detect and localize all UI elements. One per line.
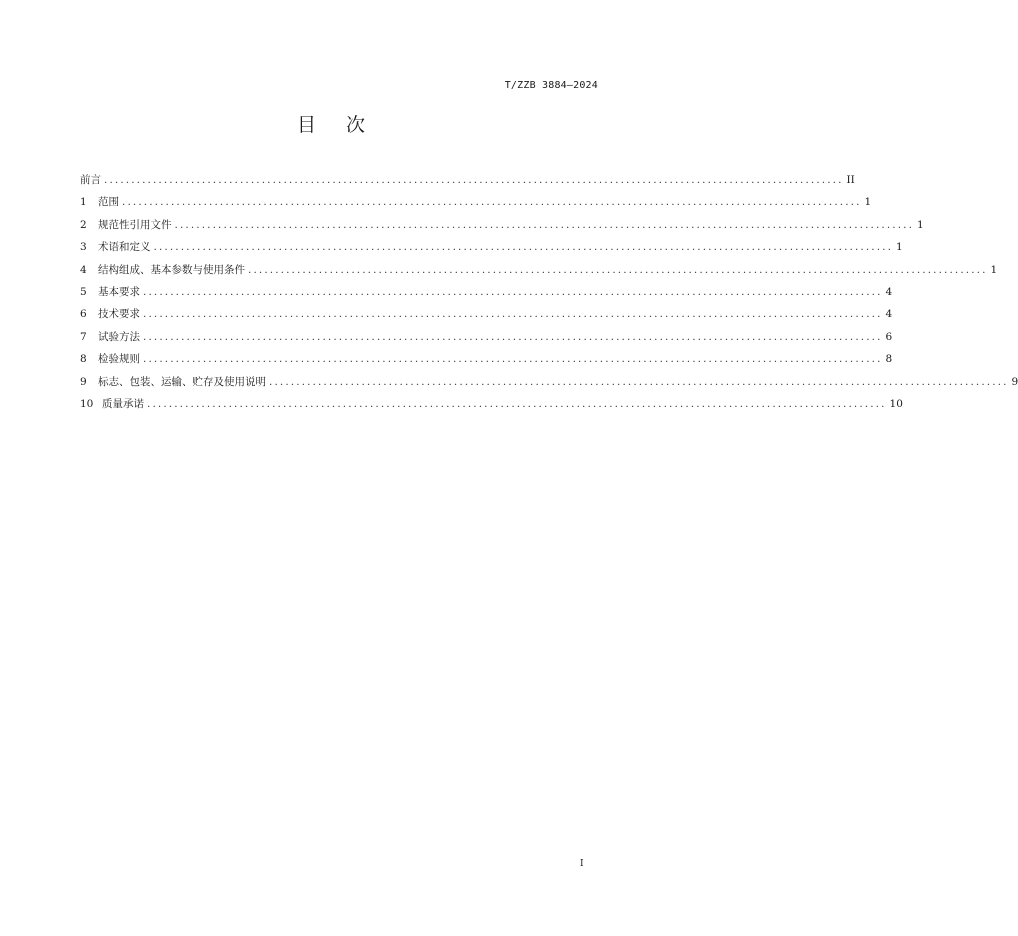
toc-section-number: 6 (80, 308, 87, 321)
leader-dots: ........................................................................................................................................ (147, 397, 887, 410)
leader-dots: ........................................................................................................................................ (248, 263, 988, 276)
toc-entry-technical-requirements[interactable] (80, 303, 893, 325)
toc-entry-label: 技术要求 (98, 308, 140, 321)
toc-entry-inspection-rules[interactable] (80, 348, 893, 370)
toc-page-number: 1 (990, 263, 998, 276)
leader-dots: ........................................................................................................................................ (153, 241, 894, 254)
toc-page-number: 10 (889, 397, 903, 410)
toc-entry-terms[interactable] (80, 236, 903, 258)
toc-entry-quality-commitment[interactable] (80, 393, 903, 415)
page-title: 目次 (296, 114, 395, 136)
toc-section-number: 7 (80, 330, 87, 343)
toc-entry-marking-packaging[interactable] (80, 371, 1018, 393)
toc-section-number: 1 (80, 196, 87, 209)
toc-entry-label: 质量承诺 (102, 397, 144, 410)
toc-entry-basic-requirements[interactable] (80, 281, 893, 303)
toc-section-number: 4 (80, 263, 87, 276)
page-footer-number: I (580, 859, 584, 869)
toc-page-number: 8 (885, 353, 893, 366)
leader-dots: ........................................................................................................................................ (174, 218, 915, 231)
leader-dots: ........................................................................................................................................ (143, 308, 883, 321)
toc-entry-scope[interactable] (80, 191, 872, 213)
leader-dots: ........................................................................................................................................ (143, 330, 883, 343)
toc-entry-label: 标志、包装、运输、贮存及使用说明 (98, 375, 266, 388)
toc-page-number: 1 (896, 241, 903, 254)
toc-section-number: 8 (80, 353, 87, 366)
toc-entry-label: 术语和定义 (98, 241, 151, 254)
toc-entry-structure[interactable] (80, 259, 998, 281)
toc-entry-label: 结构组成、基本参数与使用条件 (98, 263, 245, 276)
leader-dots: ........................................................................................................................................ (122, 196, 862, 209)
toc-entry-label: 检验规则 (98, 353, 140, 366)
toc-entry-label: 范围 (98, 196, 119, 209)
toc-entry-normative-references[interactable] (80, 214, 924, 236)
toc-section-number: 3 (80, 241, 87, 254)
toc-entry-label: 试验方法 (98, 330, 140, 343)
toc-page-number: 1 (917, 218, 924, 231)
toc-page-number: 6 (885, 330, 893, 343)
document-code: T/ZZB 3884—2024 (504, 80, 598, 91)
leader-dots: ........................................................................................................................................ (143, 353, 883, 366)
toc-section-number: 10 (80, 397, 94, 410)
toc-entry-label: 规范性引用文件 (98, 218, 172, 231)
leader-dots: ........................................................................................................................................ (269, 375, 1009, 388)
toc-section-number: 5 (80, 285, 87, 298)
toc-page-number: 9 (1011, 375, 1018, 388)
toc-page-number: 4 (885, 285, 893, 298)
toc-entry-label: 前言 (80, 174, 101, 186)
table-of-contents (80, 169, 1018, 415)
leader-dots: ........................................................................................................................................ (143, 285, 883, 298)
toc-entry-test-methods[interactable] (80, 326, 893, 348)
toc-entry-foreword[interactable] (80, 169, 855, 191)
toc-section-number: 9 (80, 375, 87, 388)
toc-page-number: 1 (864, 196, 872, 209)
toc-section-number: 2 (80, 218, 87, 231)
toc-entry-label: 基本要求 (98, 285, 140, 298)
toc-page-number: 4 (885, 308, 893, 321)
leader-dots: ........................................................................................................................................ (104, 174, 844, 186)
toc-page-number: II (846, 174, 855, 186)
